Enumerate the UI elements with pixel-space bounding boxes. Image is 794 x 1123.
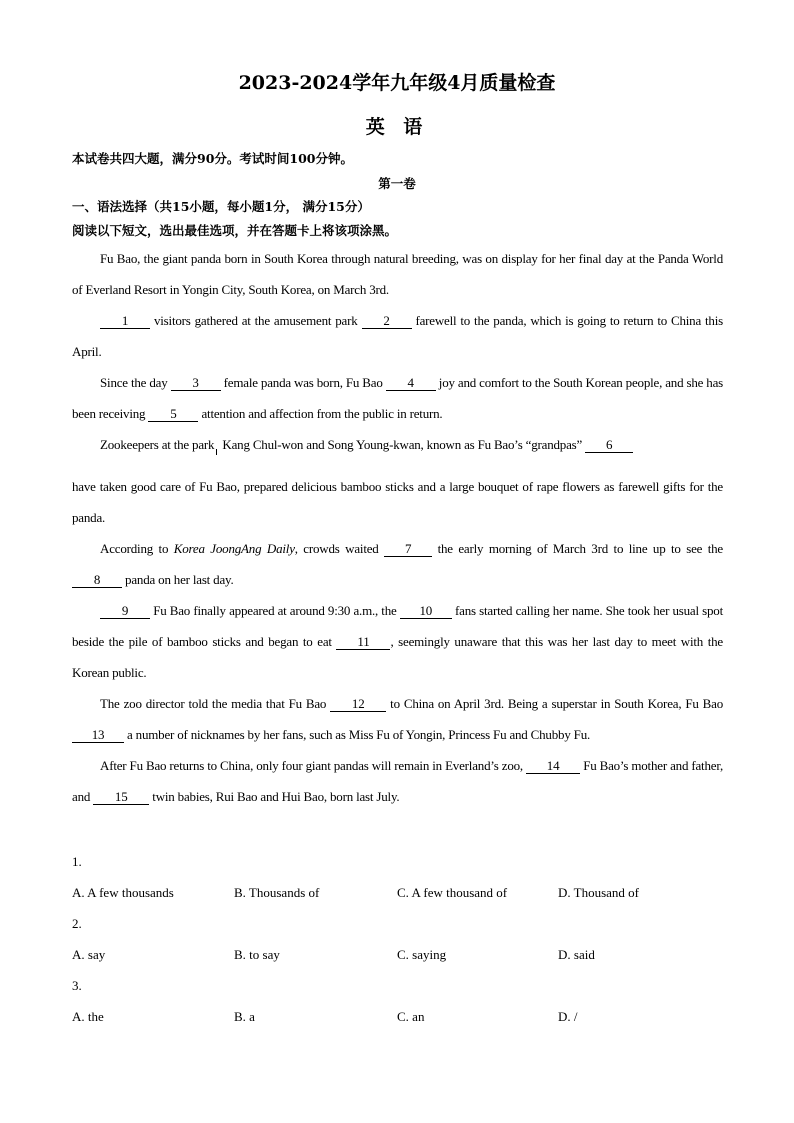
- paragraph-text: farewell to the panda, which is going to return to China this April.: [72, 313, 723, 359]
- question-options: [72, 877, 723, 908]
- paragraph-text: have taken good care of Fu Bao, prepared delicious bamboo sticks and a large bouquet of rape flowers as farewell gifts for the panda.: [72, 479, 723, 525]
- blank-14: 14: [526, 759, 580, 774]
- reading-passage: [72, 243, 723, 812]
- blank-10: 10: [400, 604, 452, 619]
- blank-6: 6: [585, 438, 633, 453]
- volume-heading: 第一卷: [378, 176, 416, 191]
- paragraph-text: panda on her last day.: [122, 572, 234, 587]
- blank-12: 12: [330, 697, 386, 712]
- option-c[interactable]: C. saying: [397, 947, 447, 962]
- paragraph-text: , crowds waited: [294, 541, 385, 556]
- paragraph-text: According to: [100, 541, 174, 556]
- paragraph-6: [72, 595, 723, 688]
- option-a[interactable]: A. A few thousands: [72, 885, 174, 900]
- question-options: [72, 1001, 723, 1032]
- paragraph-3: [72, 367, 723, 429]
- blank-4: 4: [386, 376, 436, 391]
- blank-3: 3: [171, 376, 221, 391]
- blank-5: 5: [148, 407, 198, 422]
- paragraph-text: female panda was born, Fu Bao: [220, 375, 386, 390]
- source-name: Korea JoongAng Daily: [173, 541, 295, 556]
- paragraph-text: The zoo director told the media that Fu Bao: [100, 696, 331, 711]
- paragraph-7: [72, 688, 723, 750]
- paragraph-text: Zookeepers at the park: [100, 437, 215, 452]
- blank-7: 7: [384, 542, 432, 557]
- blank-2: 2: [362, 314, 412, 329]
- paragraph-text: a number of nicknames by her fans, such as Miss Fu of Yongin, Princess Fu and Chubby Fu.: [124, 727, 591, 742]
- paragraph-text: , seemingly unaware that this was her last day to meet with the Korean public.: [72, 634, 724, 680]
- blank-11: 11: [336, 635, 390, 650]
- paragraph-text: Fu Bao’s mother and father, and: [72, 758, 723, 804]
- paragraph-text: fans started calling her name. She took her usual spot beside the pile of bamboo sticks and began to eat: [72, 603, 724, 649]
- blank-9: 9: [100, 604, 150, 619]
- paragraph-text: Fu Bao, the giant panda born in South Korea through natural breeding, was on display for her final day at the Panda World of Everland Resort in Yongin City, South Korea, on March 3rd.: [72, 251, 723, 297]
- option-d[interactable]: D. said: [558, 947, 595, 962]
- paragraph-text: joy and comfort to the South Korean people, and she has been receiving: [72, 375, 724, 421]
- section-instruction: 阅读以下短文，选出最佳选项，并在答题卡上将该项涂黑。: [72, 223, 398, 238]
- question-options: [72, 939, 723, 970]
- paragraph-8: [72, 750, 723, 812]
- exam-title: 2023-2024学年九年级4月质量检查: [238, 72, 556, 94]
- paragraph-text: to China on April 3rd. Being a superstar in South Korea, Fu Bao: [386, 696, 723, 711]
- paragraph-text: After Fu Bao returns to China, only four giant pandas will remain in Everland’s zoo,: [100, 758, 527, 773]
- option-c[interactable]: C. an: [397, 1009, 425, 1024]
- question-number: 3.: [72, 978, 82, 993]
- question-number: 2.: [72, 916, 82, 931]
- spacer: [72, 460, 723, 471]
- blank-15: 15: [93, 790, 149, 805]
- option-c[interactable]: C. A few thousand of: [397, 885, 508, 900]
- blank-8: 8: [72, 573, 122, 588]
- paragraph-5: [72, 533, 723, 595]
- option-b[interactable]: B. Thousands of: [234, 885, 320, 900]
- paragraph-1: [72, 243, 723, 305]
- paragraph-text: Fu Bao finally appeared at around 9:30 a.m., the: [150, 603, 400, 618]
- option-a[interactable]: A. say: [72, 947, 106, 962]
- paragraph-2: [72, 305, 723, 367]
- paragraph-text: twin babies, Rui Bao and Hui Bao, born last July.: [149, 789, 400, 804]
- paragraph-4: [72, 429, 723, 533]
- option-d[interactable]: D. /: [558, 1009, 578, 1024]
- question-list: [72, 846, 723, 1032]
- option-d[interactable]: D. Thousand of: [558, 885, 640, 900]
- question-number: 1.: [72, 854, 82, 869]
- paragraph-text: attention and affection from the public in return.: [198, 406, 443, 421]
- option-b[interactable]: B. a: [234, 1009, 255, 1024]
- section-heading: 一、语法选择（共15小题，每小题1分， 满分15分）: [72, 199, 370, 214]
- paragraph-text: visitors gathered at the amusement park: [150, 313, 362, 328]
- comma-mark-icon: [216, 449, 217, 455]
- paragraph-text: Kang Chul-won and Song Young-kwan, known as Fu Bao’s “grandpas”: [219, 437, 586, 452]
- subject-title: 英 语: [365, 116, 429, 138]
- option-a[interactable]: A. the: [72, 1009, 104, 1024]
- paragraph-text: the early morning of March 3rd to line up to see the: [432, 541, 723, 556]
- option-b[interactable]: B. to say: [234, 947, 280, 962]
- paragraph-text: Since the day: [100, 375, 171, 390]
- exam-info: 本试卷共四大题，满分90分。考试时间100分钟。: [72, 151, 353, 166]
- blank-13: 13: [72, 728, 124, 743]
- blank-1: 1: [100, 314, 150, 329]
